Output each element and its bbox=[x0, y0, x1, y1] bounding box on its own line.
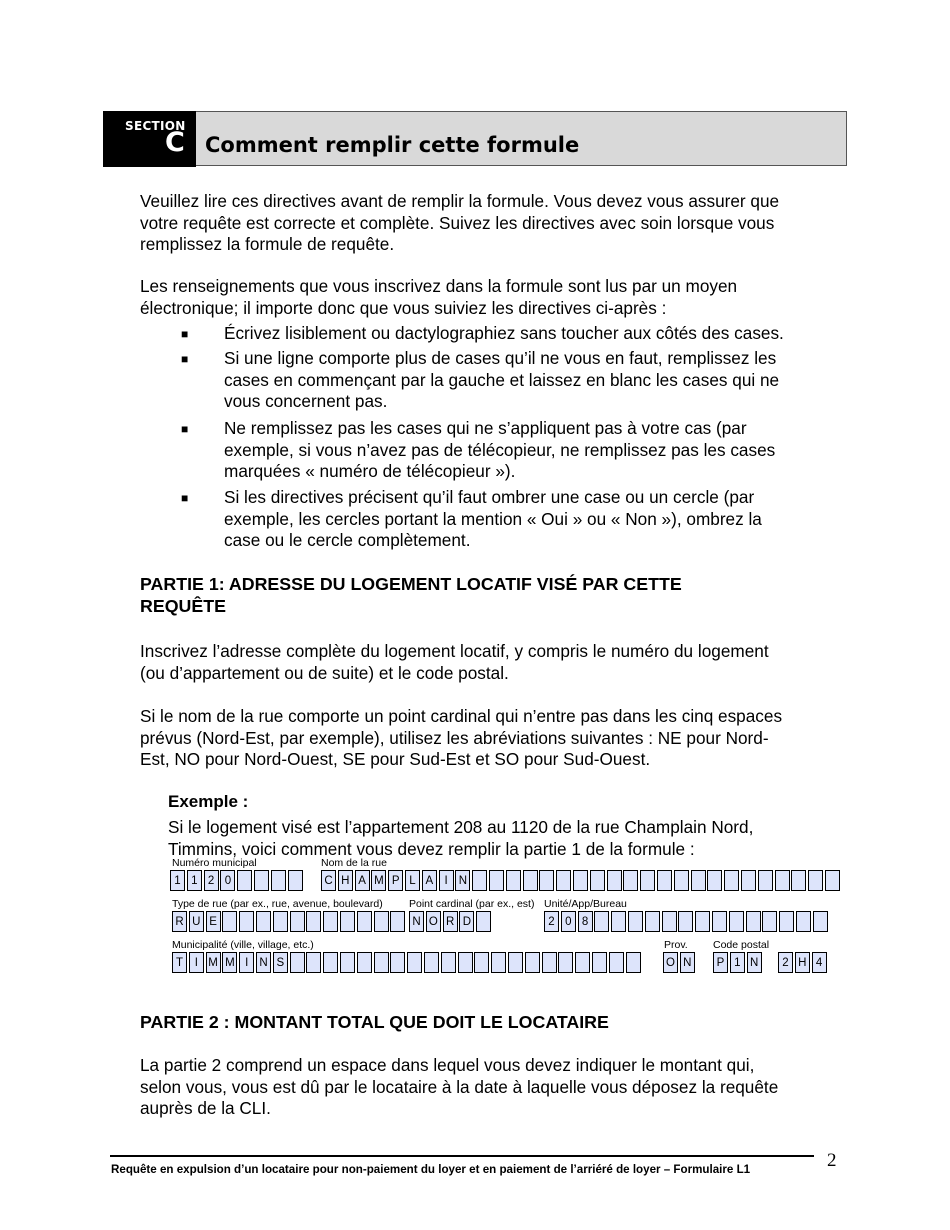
form-cell[interactable]: 1 bbox=[187, 870, 202, 891]
form-cell[interactable] bbox=[594, 911, 609, 932]
form-cell[interactable] bbox=[424, 952, 439, 973]
section-letter: C bbox=[165, 127, 185, 158]
numero-municipal-label: Numéro municipal bbox=[172, 857, 257, 869]
form-cell[interactable] bbox=[256, 911, 271, 932]
form-cell[interactable] bbox=[791, 870, 806, 891]
form-cell[interactable] bbox=[306, 952, 321, 973]
text-line: exemple, les cercles portant la mention « Oui » ou « Non »), ombrez la bbox=[224, 508, 762, 529]
form-cell[interactable] bbox=[374, 911, 389, 932]
form-cell[interactable]: 2 bbox=[778, 952, 793, 973]
form-cell[interactable] bbox=[323, 911, 338, 932]
text-line: votre requête est correcte et complète. Suivez les directives avec soin lorsque vous bbox=[140, 212, 775, 233]
form-cell[interactable]: I bbox=[439, 870, 454, 891]
form-cell[interactable]: H bbox=[795, 952, 810, 973]
form-cell[interactable] bbox=[476, 911, 491, 932]
text-line: Inscrivez l’adresse complète du logement locatif, y compris le numéro du logement bbox=[140, 641, 769, 661]
form-cell[interactable]: 8 bbox=[578, 911, 593, 932]
form-cell[interactable] bbox=[746, 911, 761, 932]
form-cell[interactable]: L bbox=[405, 870, 420, 891]
form-cell[interactable]: 2 bbox=[544, 911, 559, 932]
text-line: cases en commençant par la gauche et laissez en blanc les cases qui ne bbox=[224, 369, 780, 390]
form-cell[interactable]: M bbox=[206, 952, 221, 973]
form-cell[interactable] bbox=[590, 870, 605, 891]
form-cell[interactable] bbox=[657, 870, 672, 891]
form-cell[interactable]: N bbox=[455, 870, 470, 891]
point-cardinal-label: Point cardinal (par ex., est) bbox=[409, 898, 535, 910]
form-cell[interactable] bbox=[628, 911, 643, 932]
intro-paragraph-2 bbox=[140, 276, 737, 319]
text-line: Si une ligne comporte plus de cases qu’il ne vous en faut, remplissez les bbox=[224, 348, 777, 368]
text-line: case ou le cercle complètement. bbox=[224, 530, 471, 550]
partie2-heading: PARTIE 2 : MONTANT TOTAL QUE DOIT LE LOCATAIRE bbox=[140, 1012, 609, 1032]
form-cell[interactable] bbox=[357, 952, 372, 973]
form-cell[interactable]: C bbox=[321, 870, 336, 891]
form-cell[interactable] bbox=[813, 911, 828, 932]
form-cell[interactable] bbox=[556, 870, 571, 891]
form-cell[interactable] bbox=[390, 952, 405, 973]
form-cell[interactable] bbox=[288, 870, 303, 891]
form-cell[interactable] bbox=[741, 870, 756, 891]
form-cell[interactable]: N bbox=[256, 952, 271, 973]
text-line: Si le nom de la rue comporte un point cardinal qui n’entre pas dans les cinq espaces bbox=[140, 706, 783, 726]
municipalite-label: Municipalité (ville, village, etc.) bbox=[172, 939, 314, 951]
form-cell[interactable]: N bbox=[409, 911, 424, 932]
form-cell[interactable] bbox=[506, 870, 521, 891]
footer-rule bbox=[110, 1155, 814, 1157]
form-cell[interactable] bbox=[539, 870, 554, 891]
partie1-paragraph-1 bbox=[140, 641, 769, 684]
example-text bbox=[168, 817, 753, 860]
partie2-paragraph bbox=[140, 1055, 778, 1120]
form-cell[interactable]: M bbox=[371, 870, 386, 891]
code-postal-field-1 bbox=[713, 952, 762, 973]
text-line: marquées « numéro de télécopieur »). bbox=[224, 461, 516, 481]
nom-de-rue-field bbox=[321, 870, 840, 891]
form-cell[interactable] bbox=[239, 911, 254, 932]
form-cell[interactable] bbox=[691, 870, 706, 891]
form-cell[interactable] bbox=[573, 870, 588, 891]
text-line: La partie 2 comprend un espace dans lequel vous devez indiquer le montant qui, bbox=[140, 1055, 755, 1075]
form-cell[interactable]: T bbox=[172, 952, 187, 973]
form-cell[interactable] bbox=[290, 911, 305, 932]
form-cell[interactable] bbox=[458, 952, 473, 973]
form-cell[interactable]: N bbox=[680, 952, 695, 973]
code-postal-field-2 bbox=[778, 952, 827, 973]
form-cell[interactable]: 1 bbox=[170, 870, 185, 891]
form-cell[interactable] bbox=[645, 911, 660, 932]
form-cell[interactable] bbox=[290, 952, 305, 973]
province-field bbox=[663, 952, 695, 973]
partie1-heading bbox=[140, 573, 682, 617]
form-cell[interactable] bbox=[271, 870, 286, 891]
form-cell[interactable] bbox=[724, 870, 739, 891]
heading-line: REQUÊTE bbox=[140, 596, 226, 616]
text-line: Veuillez lire ces directives avant de remplir la formule. Vous devez vous assurer que bbox=[140, 191, 780, 211]
text-line: électronique; il importe donc que vous suiviez les directives ci-après : bbox=[140, 297, 667, 318]
form-cell[interactable] bbox=[357, 911, 372, 932]
form-cell[interactable] bbox=[254, 870, 269, 891]
bullet-square-icon: ■ bbox=[181, 352, 189, 366]
bullet-square-icon: ■ bbox=[181, 491, 189, 505]
page-number: 2 bbox=[827, 1150, 837, 1171]
form-cell[interactable] bbox=[222, 911, 237, 932]
form-cell[interactable]: P bbox=[388, 870, 403, 891]
code-postal-label: Code postal bbox=[713, 939, 770, 951]
form-cell[interactable] bbox=[237, 870, 252, 891]
unite-label: Unité/App/Bureau bbox=[544, 898, 627, 910]
text-line: Si le logement visé est l’appartement 208 au 1120 de la rue Champlain Nord, bbox=[168, 817, 754, 837]
form-cell[interactable] bbox=[575, 952, 590, 973]
text-line: auprès de la CLI. bbox=[140, 1098, 271, 1118]
form-cell[interactable] bbox=[640, 870, 655, 891]
form-cell[interactable] bbox=[525, 952, 540, 973]
form-cell[interactable] bbox=[323, 952, 338, 973]
form-cell[interactable] bbox=[508, 952, 523, 973]
form-cell[interactable] bbox=[592, 952, 607, 973]
form-cell[interactable]: A bbox=[422, 870, 437, 891]
text-line: (ou d’appartement ou de suite) et le code postal. bbox=[140, 662, 509, 683]
text-line: Les renseignements que vous inscrivez dans la formule sont lus par un moyen bbox=[140, 276, 738, 296]
form-cell[interactable]: R bbox=[172, 911, 187, 932]
form-cell[interactable]: O bbox=[663, 952, 678, 973]
form-cell[interactable] bbox=[407, 952, 422, 973]
form-cell[interactable]: R bbox=[443, 911, 458, 932]
partie1-paragraph-2 bbox=[140, 706, 782, 771]
form-cell[interactable] bbox=[825, 870, 840, 891]
text-line: Ne remplissez pas les cases qui ne s’appliquent pas à votre cas (par bbox=[224, 418, 747, 438]
point-cardinal-field bbox=[409, 911, 491, 932]
form-cell[interactable]: A bbox=[355, 870, 370, 891]
form-cell[interactable] bbox=[611, 911, 626, 932]
form-cell[interactable] bbox=[489, 870, 504, 891]
form-cell[interactable]: D bbox=[459, 911, 474, 932]
form-cell[interactable]: M bbox=[222, 952, 237, 973]
form-cell[interactable] bbox=[607, 870, 622, 891]
form-cell[interactable]: 0 bbox=[561, 911, 576, 932]
form-cell[interactable] bbox=[758, 870, 773, 891]
form-cell[interactable] bbox=[762, 911, 777, 932]
form-cell[interactable] bbox=[662, 911, 677, 932]
text-line: Écrivez lisiblement ou dactylographiez sans toucher aux côtés des cases. bbox=[224, 323, 784, 343]
form-cell[interactable] bbox=[609, 952, 624, 973]
numero-municipal-field bbox=[170, 870, 303, 891]
heading-line: PARTIE 1: ADRESSE DU LOGEMENT LOCATIF VISÉ PAR CETTE bbox=[140, 574, 682, 594]
form-cell[interactable] bbox=[678, 911, 693, 932]
text-line: Timmins, voici comment vous devez remplir la partie 1 de la formule : bbox=[168, 838, 695, 859]
section-badge bbox=[103, 111, 196, 167]
example-label: Exemple : bbox=[168, 792, 249, 811]
section-title: Comment remplir cette formule bbox=[205, 133, 580, 157]
form-cell[interactable]: U bbox=[189, 911, 204, 932]
form-cell[interactable] bbox=[340, 911, 355, 932]
form-cell[interactable] bbox=[340, 952, 355, 973]
form-cell[interactable] bbox=[306, 911, 321, 932]
nom-de-rue-label: Nom de la rue bbox=[321, 857, 387, 869]
form-cell[interactable] bbox=[523, 870, 538, 891]
section-word: SECTION bbox=[125, 119, 186, 133]
intro-paragraph-1 bbox=[140, 191, 779, 256]
form-cell[interactable] bbox=[390, 911, 405, 932]
form-cell[interactable] bbox=[779, 911, 794, 932]
form-cell[interactable]: H bbox=[338, 870, 353, 891]
text-line: selon vous, vous est dû par le locataire à la date à laquelle vous déposez la requête bbox=[140, 1076, 779, 1097]
text-line: exemple, si vous n’avez pas de télécopieur, ne remplissez pas les cases bbox=[224, 439, 776, 460]
form-cell[interactable] bbox=[674, 870, 689, 891]
form-cell[interactable] bbox=[712, 911, 727, 932]
municipalite-field bbox=[172, 952, 641, 973]
form-cell[interactable]: I bbox=[239, 952, 254, 973]
form-cell[interactable] bbox=[273, 911, 288, 932]
form-cell[interactable] bbox=[558, 952, 573, 973]
form-cell[interactable]: P bbox=[713, 952, 728, 973]
form-cell[interactable]: S bbox=[273, 952, 288, 973]
text-line: Est, NO pour Nord-Ouest, SE pour Sud-Est et SO pour Sud-Ouest. bbox=[140, 749, 651, 769]
type-de-rue-field bbox=[172, 911, 405, 932]
form-cell[interactable] bbox=[623, 870, 638, 891]
text-line: vous concernent pas. bbox=[224, 391, 388, 411]
form-cell[interactable] bbox=[775, 870, 790, 891]
type-de-rue-label: Type de rue (par ex., rue, avenue, boulevard) bbox=[172, 898, 383, 910]
text-line: prévus (Nord-Est, par exemple), utilisez les abréviations suivantes : NE pour Nord- bbox=[140, 727, 769, 748]
form-cell[interactable] bbox=[472, 870, 487, 891]
form-cell[interactable] bbox=[491, 952, 506, 973]
province-label: Prov. bbox=[664, 939, 688, 951]
bullet-square-icon: ■ bbox=[181, 327, 189, 341]
form-cell[interactable]: 4 bbox=[812, 952, 827, 973]
form-cell[interactable] bbox=[808, 870, 823, 891]
form-cell[interactable]: 2 bbox=[204, 870, 219, 891]
form-cell[interactable] bbox=[796, 911, 811, 932]
text-line: remplissez la formule de requête. bbox=[140, 234, 395, 254]
form-cell[interactable]: N bbox=[747, 952, 762, 973]
form-cell[interactable] bbox=[542, 952, 557, 973]
form-cell[interactable] bbox=[707, 870, 722, 891]
form-cell[interactable] bbox=[374, 952, 389, 973]
form-cell[interactable] bbox=[474, 952, 489, 973]
form-cell[interactable]: 0 bbox=[220, 870, 235, 891]
form-cell[interactable]: E bbox=[206, 911, 221, 932]
form-cell[interactable]: 1 bbox=[730, 952, 745, 973]
form-cell[interactable] bbox=[729, 911, 744, 932]
form-cell[interactable] bbox=[626, 952, 641, 973]
unite-field bbox=[544, 911, 828, 932]
form-cell[interactable]: O bbox=[426, 911, 441, 932]
form-cell[interactable]: I bbox=[189, 952, 204, 973]
form-cell[interactable] bbox=[695, 911, 710, 932]
form-cell[interactable] bbox=[441, 952, 456, 973]
text-line: Si les directives précisent qu’il faut ombrer une case ou un cercle (par bbox=[224, 487, 755, 507]
footer-text: Requête en expulsion d’un locataire pour non-paiement du loyer et en paiement de l’arriéré de loyer – Formulaire L1 bbox=[111, 1163, 751, 1176]
bullet-square-icon: ■ bbox=[181, 422, 189, 436]
